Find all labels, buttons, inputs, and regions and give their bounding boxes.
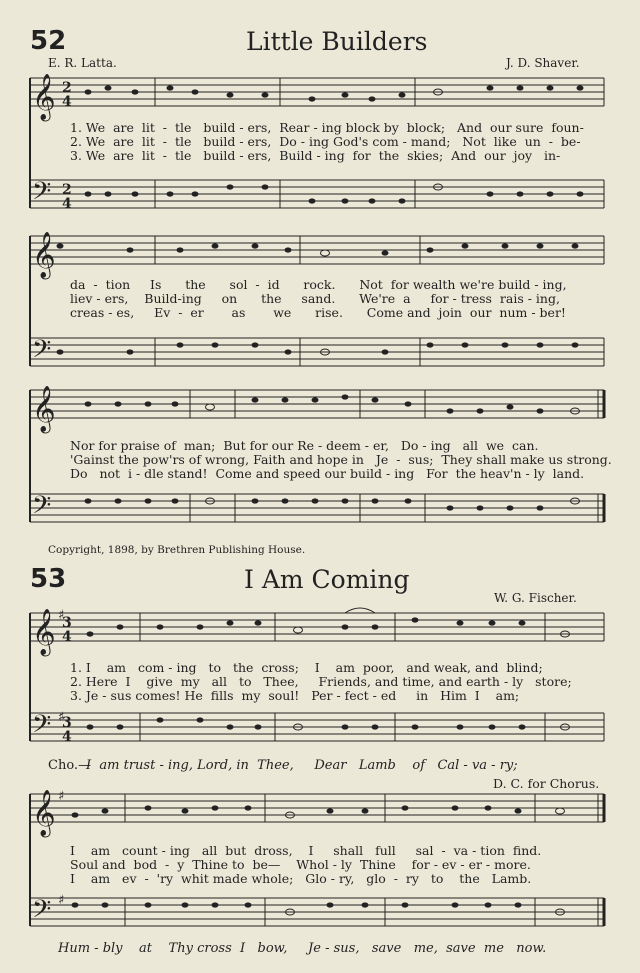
svg-text:♯: ♯ bbox=[58, 710, 65, 725]
svg-text:4: 4 bbox=[62, 729, 72, 745]
hymn-53-s1-verse-1: 1. I am com - ing to the cross; I am poor, and weak, and blind; bbox=[70, 660, 543, 675]
hymn-52-author: E. R. Latta. bbox=[48, 56, 117, 70]
svg-text:♯: ♯ bbox=[58, 789, 65, 804]
hymn-52-s2-verse-1: da - tion Is the sol - id rock. Not for wealth we're build - ing, bbox=[70, 277, 567, 292]
hymn-52-s3-verse-3: Do not i - dle stand! Come and speed our build - ing For the heav'n - ly land. bbox=[70, 466, 585, 481]
svg-text:𝄢: 𝄢 bbox=[32, 895, 52, 930]
hymn-52-s1-verse-3: 3. We are lit - tle build - ers, Build - ing for the skies; And our joy in- bbox=[70, 148, 561, 163]
hymn-52-s2-verse-2: liev - ers, Build-ing on the sand. We're a for - tress rais - ing, bbox=[70, 291, 560, 306]
svg-text:𝄞: 𝄞 bbox=[32, 74, 56, 120]
hymn-53-chorus-label: Cho.— bbox=[48, 758, 92, 773]
svg-text:4: 4 bbox=[62, 196, 72, 212]
svg-text:♯: ♯ bbox=[58, 608, 65, 623]
svg-text:𝄢: 𝄢 bbox=[32, 491, 52, 526]
svg-text:𝄢: 𝄢 bbox=[32, 177, 52, 212]
hymn-52-s3-verse-2: 'Gainst the pow'rs of wrong, Faith and hope in Je - sus; They shall make us strong. bbox=[70, 452, 612, 467]
svg-text:2: 2 bbox=[62, 80, 72, 96]
svg-text:𝄞: 𝄞 bbox=[32, 232, 56, 278]
hymn-52-copyright: Copyright, 1898, by Brethren Publishing House. bbox=[48, 544, 306, 556]
hymn-53-s2-verse-1: I am count - ing all but dross, I shall full sal - va - tion find. bbox=[70, 843, 542, 858]
hymn-53-number: 53 bbox=[30, 564, 67, 594]
hymn-52-s3-verse-1: Nor for praise of man; But for our Re - deem - er, Do - ing all we can. bbox=[70, 438, 539, 453]
svg-text:𝄢: 𝄢 bbox=[32, 335, 52, 370]
hymn-52-s1-verse-2: 2. We are lit - tle build - ers, Do - ing God's com - mand; Not like un - be- bbox=[70, 134, 581, 149]
hymn-53-s1-verse-3: 3. Je - sus comes! He fills my soul! Per - fect - ed in Him I am; bbox=[70, 688, 520, 703]
hymn-52-number: 52 bbox=[30, 26, 67, 56]
hymn-53-chorus-line-2: Hum - bly at Thy cross I bow, Je - sus, save me, save me now. bbox=[58, 941, 547, 956]
svg-text:4: 4 bbox=[62, 94, 72, 110]
svg-text:𝄞: 𝄞 bbox=[32, 790, 56, 836]
hymn-53-s1-verse-2: 2. Here I give my all to Thee, Friends, and time, and earth - ly store; bbox=[70, 674, 572, 689]
svg-text:4: 4 bbox=[62, 629, 72, 645]
hymn-53-title: I Am Coming bbox=[244, 565, 410, 594]
svg-text:𝄢: 𝄢 bbox=[32, 710, 52, 745]
svg-text:♯: ♯ bbox=[58, 893, 65, 908]
svg-text:2: 2 bbox=[62, 182, 72, 198]
svg-text:3: 3 bbox=[62, 615, 72, 631]
hymn-53-dc-for-chorus: D. C. for Chorus. bbox=[493, 776, 600, 791]
hymn-52-s1-verse-1: 1. We are lit - tle build - ers, Rear - ing block by block; And our sure foun- bbox=[70, 120, 584, 135]
hymn-52-title: Little Builders bbox=[246, 27, 428, 56]
svg-text:3: 3 bbox=[62, 715, 72, 731]
hymn-52-s2-verse-3: creas - es, Ev - er as we rise. Come and join our num - ber! bbox=[70, 305, 566, 320]
hymn-53-composer: W. G. Fischer. bbox=[494, 591, 577, 605]
hymn-53-s2-verse-2: Soul and bod - y Thine to be— Whol - ly Thine for - ev - er - more. bbox=[70, 857, 531, 872]
hymn-53-s2-verse-3: I am ev - 'ry whit made whole; Glo - ry, glo - ry to the Lamb. bbox=[70, 871, 532, 886]
svg-text:𝄞: 𝄞 bbox=[32, 609, 56, 655]
svg-text:𝄞: 𝄞 bbox=[32, 386, 56, 432]
hymn-53-chorus-line-1: I am trust - ing, Lord, in Thee, Dear Lamb of Cal - va - ry; bbox=[86, 758, 518, 773]
hymn-52-composer: J. D. Shaver. bbox=[506, 56, 580, 70]
